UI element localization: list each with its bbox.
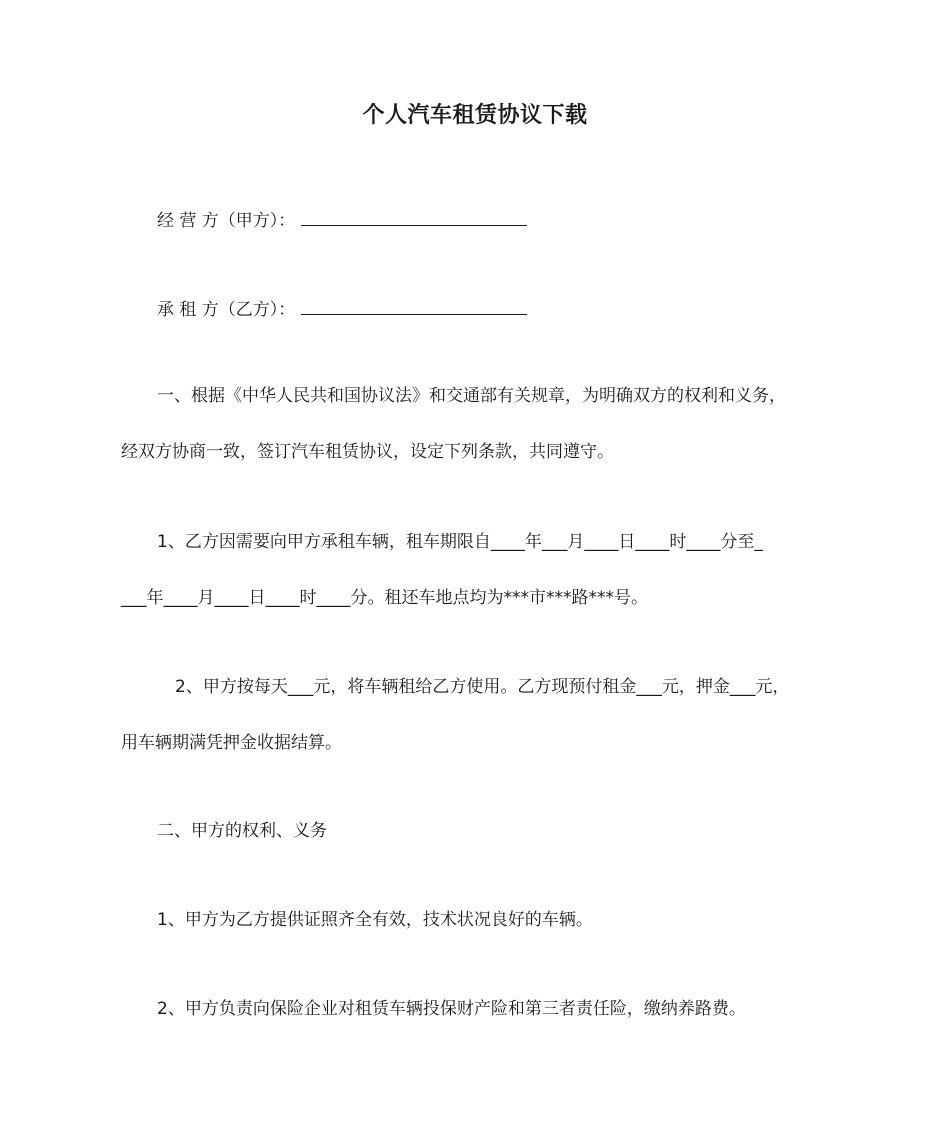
item-1-line-2: ___年____月____日____时____分。租还车地点均为***市***路***号。 [121,588,648,608]
section-2-item-1: 1、甲方为乙方提供证照齐全有效，技术状况良好的车辆。 [157,910,593,930]
party-a-blank [301,207,527,226]
party-a-line [157,207,527,233]
item-1-line-1: 1、乙方因需要向甲方承租车辆，租车期限自____年___月____日____时____分至_ [157,532,763,552]
item-2-line-2: 用车辆期满凭押金收据结算。 [121,733,342,753]
item-2-line-1: 2、甲方按每天___元，将车辆租给乙方使用。乙方现预付租金___元，押金___元， [175,677,790,697]
party-b-line [157,296,527,322]
party-b-blank [301,296,527,315]
party-a-label: 经 营 方（甲方）： [157,211,296,231]
section-2-heading: 二、甲方的权利、义务 [157,821,327,841]
party-b-label: 承 租 方（乙方）： [157,300,296,320]
section-2-item-2: 2、甲方负责向保险企业对租赁车辆投保财产险和第三者责任险，缴纳养路费。 [157,999,746,1019]
para-1-line-1: 一、根据《中华人民共和国协议法》和交通部有关规章，为明确双方的权利和义务， [157,386,786,406]
document-title: 个人汽车租赁协议下载 [362,103,588,128]
para-1-line-2: 经双方协商一致，签订汽车租赁协议，设定下列条款，共同遵守。 [121,442,614,462]
